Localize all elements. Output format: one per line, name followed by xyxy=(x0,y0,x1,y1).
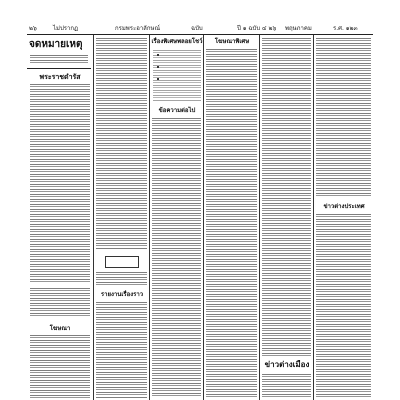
column3-table xyxy=(153,50,201,102)
column2-notice-box xyxy=(105,256,139,268)
column6-lower-body xyxy=(316,214,371,398)
column2-article-body xyxy=(96,38,147,250)
table-bullet xyxy=(157,66,159,68)
column2-bottom-heading: รายงานเรื่องราว xyxy=(100,291,144,298)
column1-lower-heading: โฆษณา xyxy=(49,325,71,332)
bottom-box-heading: ข่าวต่างเมือง xyxy=(264,360,310,369)
column6-heading: ข่าวต่างประเทศ xyxy=(323,203,365,210)
column4-heading: โฆษณาพิเศษ xyxy=(214,38,250,45)
masthead-subtitle-lines xyxy=(30,55,88,65)
column2-middle-body xyxy=(96,272,147,286)
issue-number: ปี ๑ ฉบับ ๔ ๒๖ xyxy=(237,25,277,32)
issue-month: พฤษภาคม xyxy=(285,25,312,32)
column1-article-body xyxy=(30,84,90,284)
paper-name: ไม่ปรากฏ xyxy=(53,25,79,32)
department-name: กรมพระอาลักษณ์ xyxy=(115,25,161,32)
column3-heading: เรื่องพิเศษพลอยโชว์ xyxy=(151,38,203,45)
column4-article-body xyxy=(206,49,257,398)
column-divider-4 xyxy=(259,35,260,400)
column6-article-body xyxy=(316,38,371,198)
page-number: ๒๖ xyxy=(29,25,37,32)
column3-mid-heading: ข้อความต่อไป xyxy=(158,107,196,114)
header-rule xyxy=(27,34,373,35)
column3-article-body xyxy=(152,118,201,398)
column-divider-5 xyxy=(313,35,314,400)
column1-middle-body xyxy=(30,288,90,318)
column2-lower-body xyxy=(96,302,147,398)
table-bullet xyxy=(157,54,159,56)
column5-article-body xyxy=(262,38,311,356)
column1-lower-body xyxy=(30,335,90,398)
masthead-title: จดหมายเหตุ xyxy=(29,39,83,50)
page-header xyxy=(27,24,373,34)
masthead-rule xyxy=(27,68,91,69)
column5-lower-body xyxy=(262,374,311,398)
table-bullet xyxy=(157,78,159,80)
column-divider-3 xyxy=(203,35,204,400)
column-divider-1 xyxy=(93,35,94,400)
column1-heading: พระราชดำรัส xyxy=(39,73,81,81)
issue-year: ร.ศ. ๑๒๓ xyxy=(333,25,358,32)
section-label: ฉบับ xyxy=(191,25,203,32)
newspaper-page xyxy=(27,24,373,400)
column-divider-2 xyxy=(149,35,150,400)
